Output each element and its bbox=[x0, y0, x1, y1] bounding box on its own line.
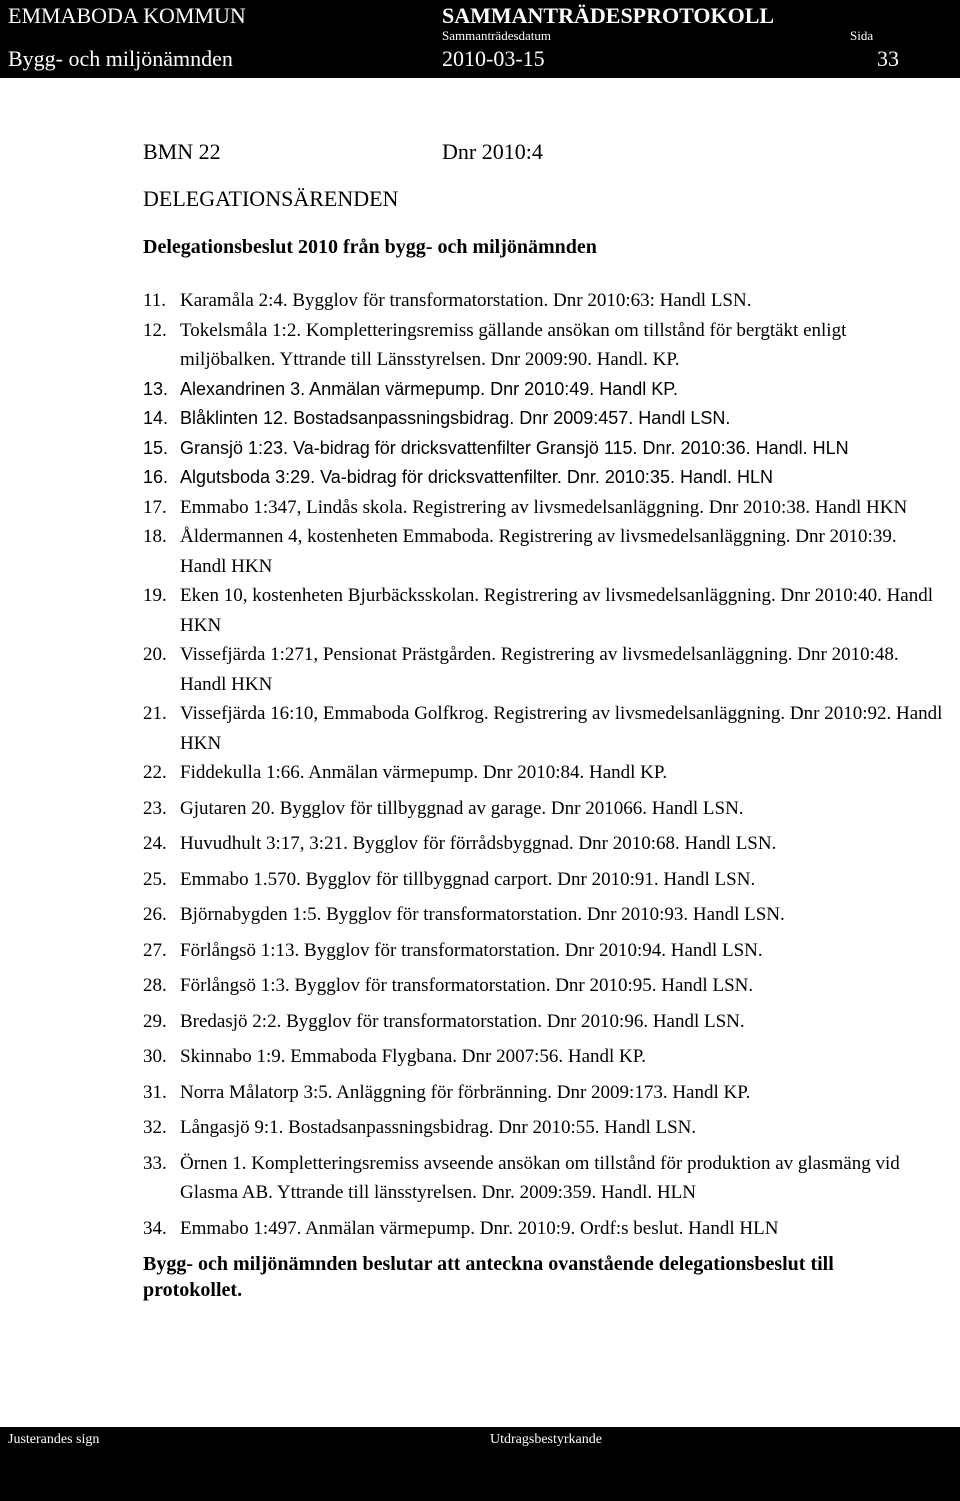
list-item bbox=[143, 640, 943, 699]
page-footer bbox=[0, 1427, 960, 1501]
item-number: 11. bbox=[143, 290, 167, 311]
item-text: Vissefjärda 1:271, Pensionat Prästgården. Registrering av livsmedelsanläggning. Dnr 2010:48. Handl HKN bbox=[180, 644, 899, 695]
delegation-list bbox=[143, 286, 943, 1243]
item-number: 31. bbox=[143, 1081, 167, 1103]
item-number: 28. bbox=[143, 975, 167, 996]
list-item bbox=[143, 286, 943, 316]
extract-certification-label: Utdragsbestyrkande bbox=[490, 1432, 602, 1447]
item-number: 27. bbox=[143, 939, 167, 961]
list-item bbox=[143, 493, 943, 523]
list-item bbox=[143, 1214, 943, 1244]
item-text: Förlångsö 1:3. Bygglov för transformatorstation. Dnr 2010:95. Handl LSN. bbox=[180, 975, 754, 996]
list-item bbox=[143, 1042, 943, 1072]
item-text: Huvudhult 3:17, 3:21. Bygglov för förrådsbyggnad. Dnr 2010:68. Handl LSN. bbox=[180, 833, 777, 854]
case-id: BMN 22 bbox=[143, 139, 221, 164]
item-text: Gransjö 1:23. Va-bidrag för dricksvattenfilter Gransjö 115. Dnr. 2010:36. Handl. HLN bbox=[180, 437, 849, 458]
list-item bbox=[143, 463, 943, 493]
list-item bbox=[143, 1113, 943, 1143]
list-item bbox=[143, 581, 943, 640]
item-text: Vissefjärda 16:10, Emmaboda Golfkrog. Registrering av livsmedelsanläggning. Dnr 2010:92. Handl HKN bbox=[180, 703, 943, 754]
protocol-body bbox=[143, 132, 943, 1303]
item-number: 32. bbox=[143, 1117, 167, 1138]
item-text: Alexandrinen 3. Anmälan värmepump. Dnr 2010:49. Handl KP. bbox=[180, 378, 678, 399]
item-number: 26. bbox=[143, 904, 167, 925]
list-item bbox=[143, 1078, 943, 1108]
signature-label: Justerandes sign bbox=[8, 1432, 100, 1447]
case-dnr: Dnr 2010:4 bbox=[442, 139, 543, 164]
list-item bbox=[143, 434, 943, 464]
item-text: Gjutaren 20. Bygglov för tillbyggnad av garage. Dnr 201066. Handl LSN. bbox=[180, 797, 744, 819]
page-number-label: Sida bbox=[850, 28, 874, 43]
item-text: Långasjö 9:1. Bostadsanpassningsbidrag. Dnr 2010:55. Handl LSN. bbox=[180, 1117, 697, 1138]
item-number: 24. bbox=[143, 833, 167, 854]
item-text: Norra Målatorp 3:5. Anläggning för förbränning. Dnr 2009:173. Handl KP. bbox=[180, 1081, 751, 1103]
item-text: Björnabygden 1:5. Bygglov för transformatorstation. Dnr 2010:93. Handl LSN. bbox=[180, 904, 785, 925]
item-text: Åldermannen 4, kostenheten Emmaboda. Registrering av livsmedelsanläggning. Dnr 2010:39. Handl HKN bbox=[180, 526, 897, 577]
item-number: 18. bbox=[143, 526, 167, 547]
item-text: Örnen 1. Kompletteringsremiss avseende ansökan om tillstånd för produktion av glasmäng vid Glasma AB. Yttrande till länsstyrelsen. Dnr. 2009:359. Handl. HLN bbox=[180, 1152, 900, 1203]
item-text: Fiddekulla 1:66. Anmälan värmepump. Dnr 2010:84. Handl KP. bbox=[180, 762, 668, 783]
case-reference bbox=[143, 132, 943, 172]
item-number: 33. bbox=[143, 1152, 167, 1174]
list-item bbox=[143, 404, 943, 434]
section-subtitle: Delegationsbeslut 2010 från bygg- och miljönämnden bbox=[143, 236, 597, 258]
list-item bbox=[143, 971, 943, 1001]
list-item bbox=[143, 1007, 943, 1037]
item-number: 34. bbox=[143, 1217, 167, 1239]
page-number: 33 bbox=[877, 46, 899, 71]
item-number: 30. bbox=[143, 1046, 167, 1067]
item-text: Skinnabo 1:9. Emmaboda Flygbana. Dnr 2007:56. Handl KP. bbox=[180, 1046, 646, 1067]
document-type: SAMMANTRÄDESPROTOKOLL bbox=[442, 3, 775, 28]
item-number: 20. bbox=[143, 644, 167, 665]
item-text: Emmabo 1:497. Anmälan värmepump. Dnr. 2010:9. Ordf:s beslut. Handl HLN bbox=[180, 1217, 779, 1239]
list-item bbox=[143, 316, 943, 375]
item-number: 13. bbox=[143, 378, 169, 399]
meeting-date-label: Sammanträdesdatum bbox=[442, 28, 552, 43]
list-item bbox=[143, 900, 943, 930]
item-text: Algutsboda 3:29. Va-bidrag för dricksvattenfilter. Dnr. 2010:35. Handl. HLN bbox=[180, 467, 773, 487]
item-number: 23. bbox=[143, 797, 167, 819]
item-number: 21. bbox=[143, 703, 167, 724]
page-header bbox=[0, 0, 960, 78]
item-number: 12. bbox=[143, 319, 167, 341]
item-number: 17. bbox=[143, 496, 167, 518]
item-number: 22. bbox=[143, 762, 167, 783]
item-text: Eken 10, kostenheten Bjurbäcksskolan. Registrering av livsmedelsanläggning. Dnr 2010:40. Handl HKN bbox=[180, 585, 933, 636]
item-text: Förlångsö 1:13. Bygglov för transformatorstation. Dnr 2010:94. Handl LSN. bbox=[180, 939, 763, 961]
list-item bbox=[143, 865, 943, 895]
item-text: Emmabo 1.570. Bygglov för tillbyggnad carport. Dnr 2010:91. Handl LSN. bbox=[180, 868, 756, 890]
item-text: Blåklinten 12. Bostadsanpassningsbidrag. Dnr 2009:457. Handl LSN. bbox=[180, 408, 731, 428]
list-item bbox=[143, 375, 943, 405]
board-name: Bygg- och miljönämnden bbox=[8, 46, 233, 71]
item-text: Emmabo 1:347, Lindås skola. Registrering av livsmedelsanläggning. Dnr 2010:38. Handl HKN bbox=[180, 496, 908, 518]
list-item bbox=[143, 758, 943, 788]
item-text: Karamåla 2:4. Bygglov för transformatorstation. Dnr 2010:63: Handl LSN. bbox=[180, 290, 752, 311]
list-item bbox=[143, 522, 943, 581]
item-number: 16. bbox=[143, 467, 169, 487]
item-number: 19. bbox=[143, 585, 167, 606]
section-title: DELEGATIONSÄRENDEN bbox=[143, 186, 399, 211]
list-item bbox=[143, 699, 943, 758]
list-item bbox=[143, 829, 943, 859]
meeting-date: 2010-03-15 bbox=[442, 46, 545, 71]
item-number: 15. bbox=[143, 437, 169, 458]
list-item bbox=[143, 936, 943, 966]
municipality-name: EMMABODA KOMMUN bbox=[8, 3, 246, 28]
item-text: Tokelsmåla 1:2. Kompletteringsremiss gällande ansökan om tillstånd för bergtäkt enligt miljöbalken. Yttrande till Länsstyrelsen. Dnr 2009:90. Handl. KP. bbox=[180, 319, 847, 370]
item-number: 25. bbox=[143, 868, 167, 890]
list-item bbox=[143, 794, 943, 824]
item-number: 29. bbox=[143, 1010, 167, 1032]
item-text: Bredasjö 2:2. Bygglov för transformatorstation. Dnr 2010:96. Handl LSN. bbox=[180, 1010, 745, 1032]
decision-text: Bygg- och miljönämnden beslutar att anteckna ovanstående delegationsbeslut till protokollet. bbox=[143, 1253, 834, 1301]
item-number: 14. bbox=[143, 408, 169, 428]
list-item bbox=[143, 1149, 943, 1208]
